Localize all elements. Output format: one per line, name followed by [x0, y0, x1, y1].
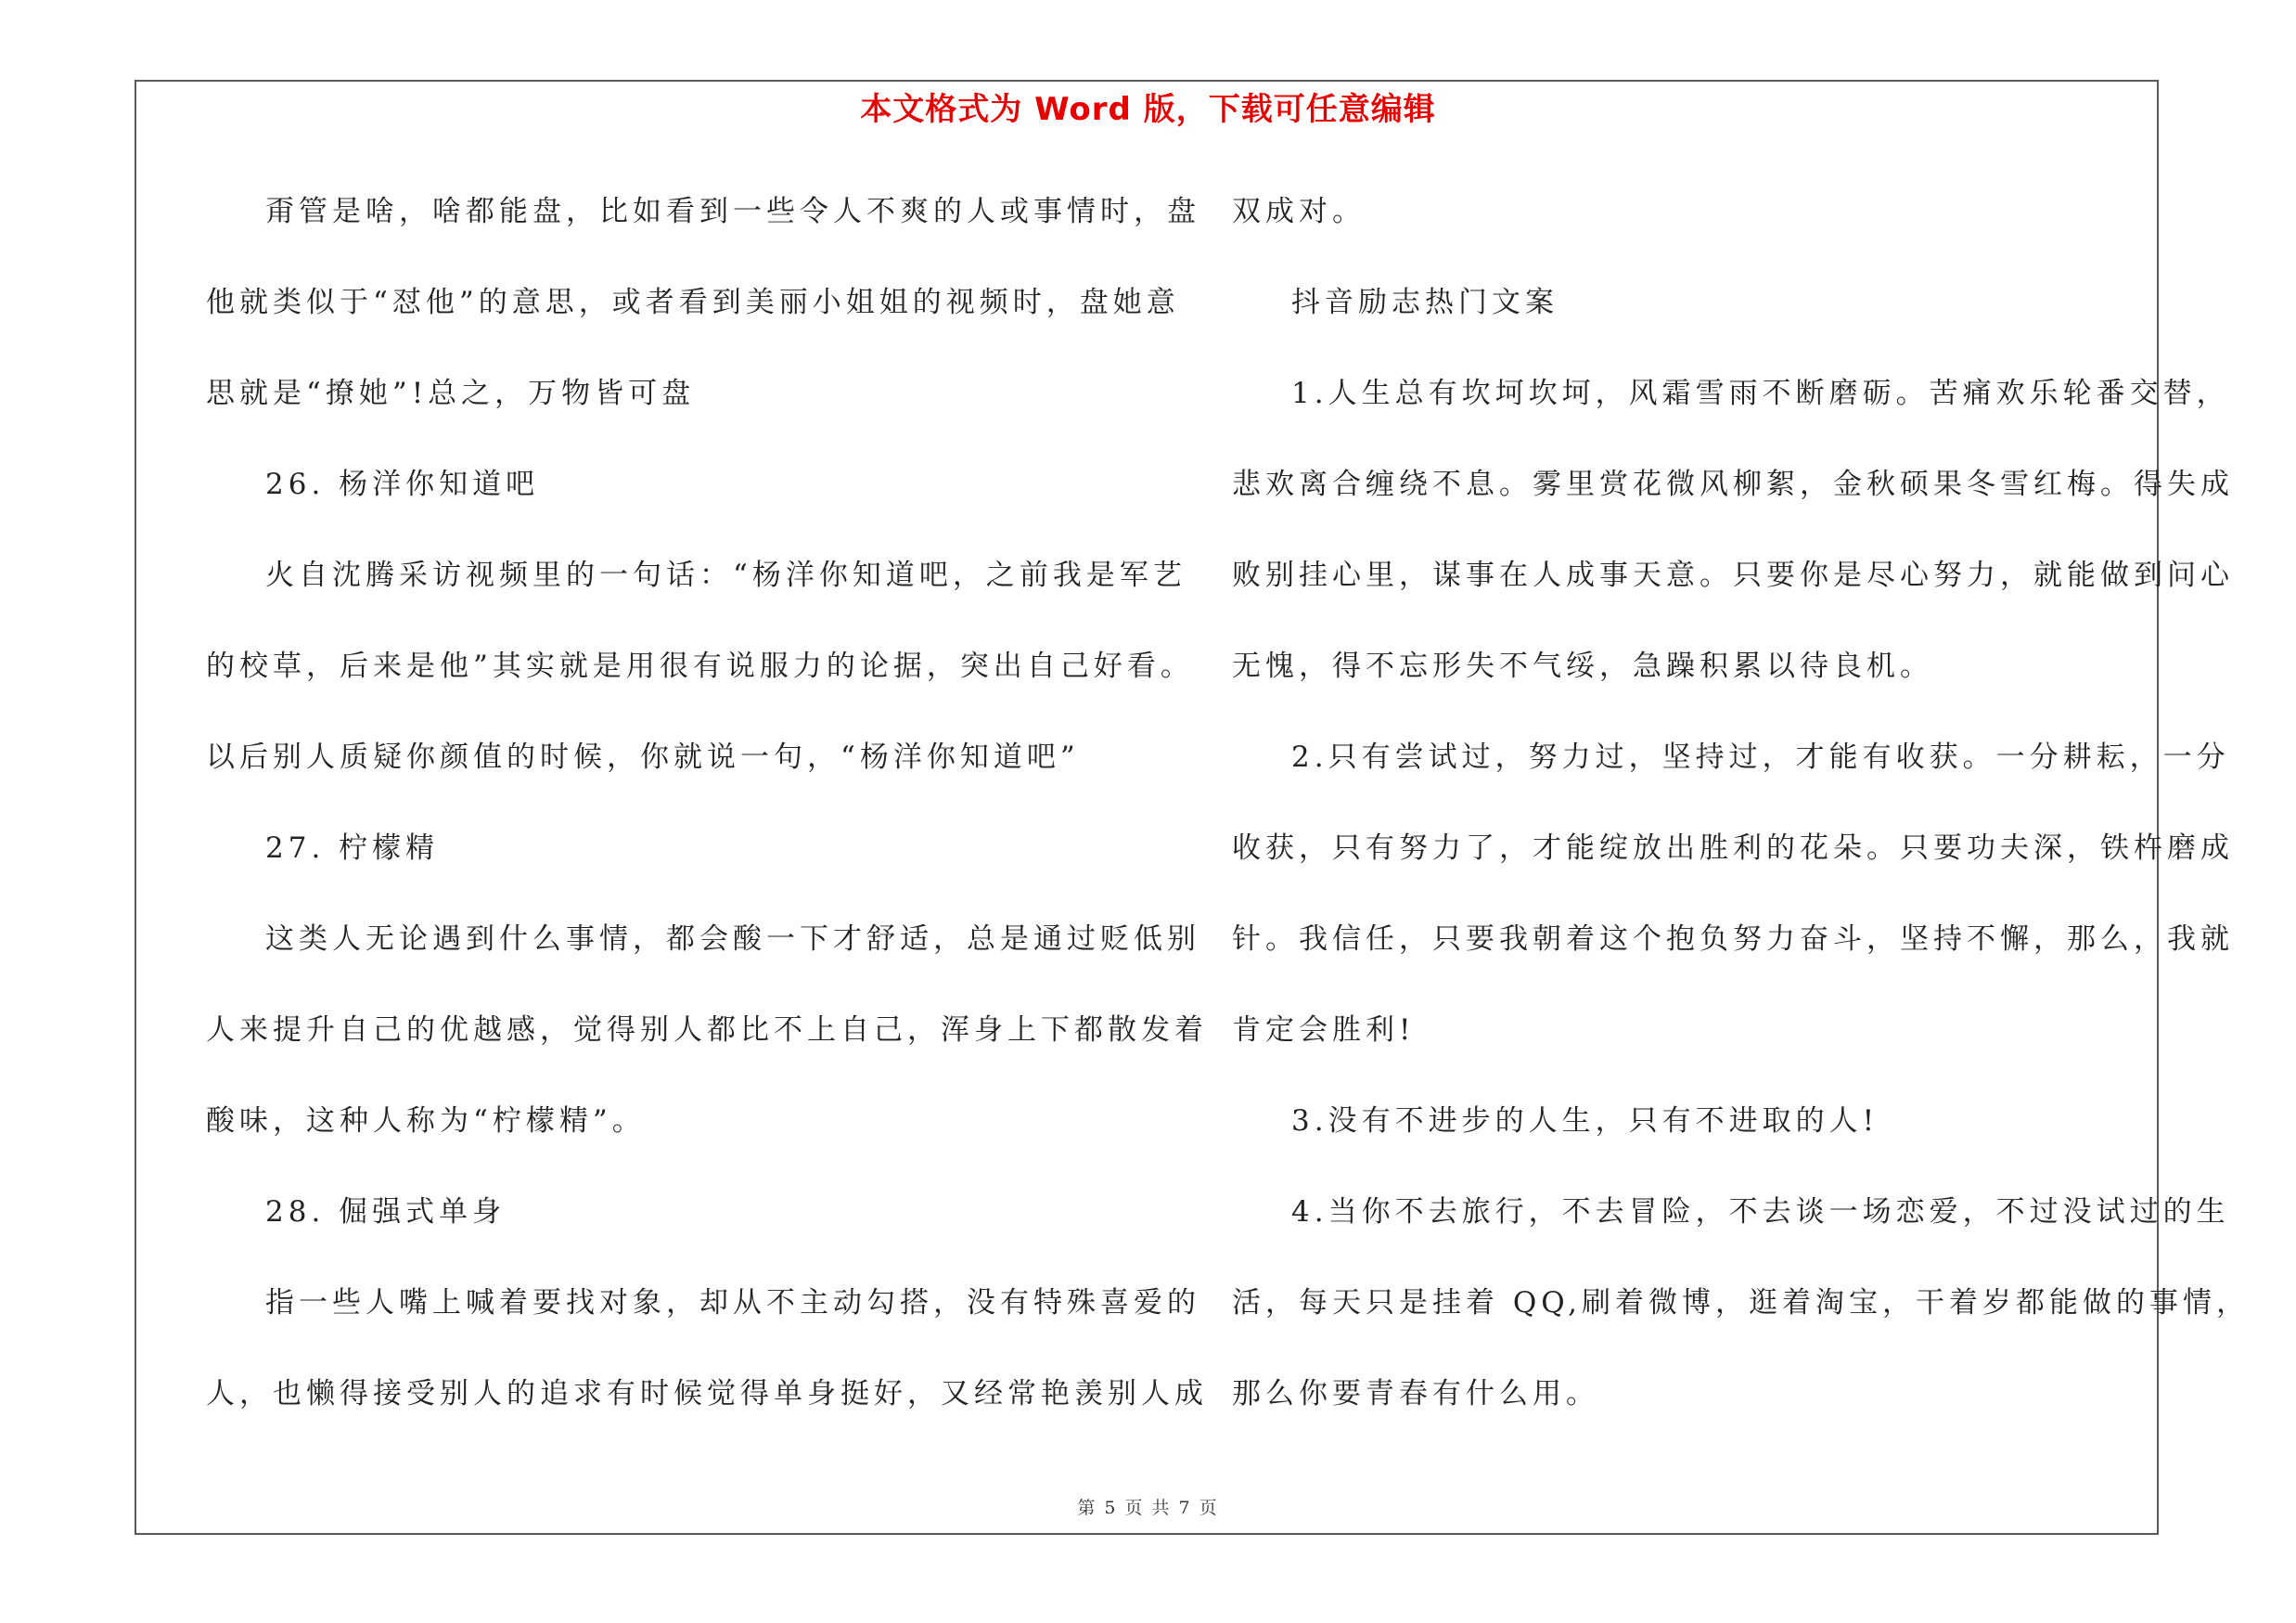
text-line: 收获，只有努力了，才能绽放出胜利的花朵。只要功夫深，铁杵磨成	[1232, 831, 2234, 865]
text-line: 4.当你不去旅行，不去冒险，不去谈一场恋爱，不过没试过的生	[1291, 1195, 2230, 1229]
text-line: 火自沈腾采访视频里的一句话：“杨洋你知道吧，之前我是军艺	[265, 559, 1186, 592]
text-line: 双成对。	[1232, 195, 1366, 228]
text-line: 以后别人质疑你颜值的时候，你就说一句，“杨洋你知道吧”	[206, 741, 1080, 774]
text-line: 肯定会胜利!	[1232, 1013, 1416, 1047]
text-line: 针。我信任，只要我朝着这个抱负努力奋斗，坚持不懈，那么，我就	[1232, 922, 2234, 956]
text-line: 1.人生总有坎坷坎坷，风霜雪雨不断磨砺。苦痛欢乐轮番交替，	[1291, 377, 2230, 410]
text-line: 这类人无论遇到什么事情，都会酸一下才舒适，总是通过贬低别	[265, 922, 1200, 956]
text-line: 悲欢离合缠绕不息。雾里赏花微风柳絮，金秋硕果冬雪红梅。得失成	[1232, 468, 2234, 501]
text-line: 他就类似于“怼他”的意思，或者看到美丽小姐姐的视频时，盘她意	[206, 286, 1180, 319]
text-line: 活，每天只是挂着 QQ,刷着微博，逛着淘宝，干着岁都能做的事情，	[1232, 1286, 2250, 1320]
text-line: 酸味，这种人称为“柠檬精”。	[206, 1104, 646, 1138]
text-line: 27. 柠檬精	[265, 831, 440, 865]
text-line: 3.没有不进步的人生，只有不进取的人!	[1291, 1104, 1879, 1138]
text-line: 人来提升自己的优越感，觉得别人都比不上自己，浑身上下都散发着	[206, 1013, 1208, 1047]
right-text-column	[1232, 186, 2250, 1459]
left-text-column	[206, 186, 1208, 1459]
document-header-title: 本文格式为 Word 版，下载可任意编辑	[860, 91, 1436, 128]
text-line: 26. 杨洋你知道吧	[265, 468, 540, 501]
text-line: 那么你要青春有什么用。	[1232, 1377, 1599, 1410]
text-line: 的校草，后来是他”其实就是用很有说服力的论据，突出自己好看。	[206, 650, 1194, 683]
text-line: 指一些人嘴上喊着要找对象，却从不主动勾搭，没有特殊喜爱的	[265, 1286, 1200, 1320]
text-line: 甭管是啥，啥都能盘，比如看到一些令人不爽的人或事情时，盘	[265, 195, 1200, 228]
text-line: 人，也懒得接受别人的追求有时候觉得单身挺好，又经常艳羡别人成	[206, 1377, 1208, 1410]
page-number-footer: 第 5 页 共 7 页	[1077, 1498, 1219, 1518]
text-line: 2.只有尝试过，努力过，坚持过，才能有收获。一分耕耘，一分	[1291, 741, 2230, 774]
text-line: 思就是“撩她”!总之，万物皆可盘	[206, 377, 696, 410]
text-line: 28. 倔强式单身	[265, 1195, 507, 1229]
text-line: 无愧，得不忘形失不气绥，急躁积累以待良机。	[1232, 650, 1933, 683]
text-line: 败别挂心里，谋事在人成事天意。只要你是尽心努力，就能做到问心	[1232, 559, 2234, 592]
text-line: 抖音励志热门文案	[1291, 286, 1558, 319]
